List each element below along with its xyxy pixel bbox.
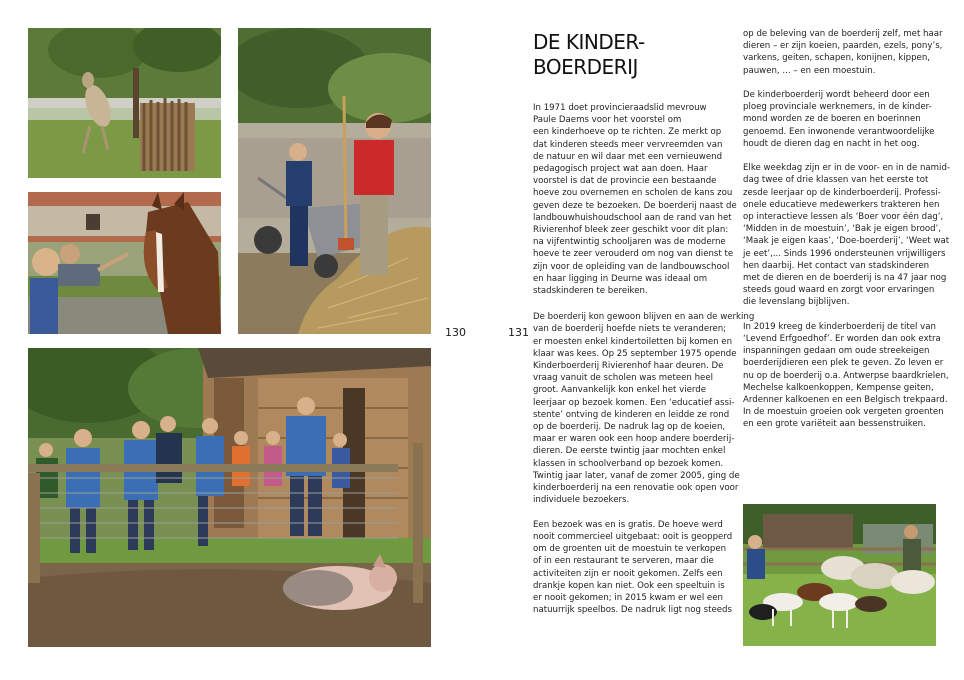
text-line: Mechelse kalkoenkoppen, Kempense geiten, (743, 382, 934, 393)
right-page-number: 131 (508, 326, 529, 339)
text-column-1 (533, 102, 755, 629)
text-line: ‘Maak je eigen kaas’, ‘Doe-boerderij’, ‘Weet wat (743, 236, 950, 247)
text-line: op interactieve lessen als ‘Boer voor één dag’, (743, 212, 944, 223)
text-line: stadskinderen te bereiken. (533, 286, 648, 297)
text-line: mond worden ze de boeren en boerinnen (743, 114, 921, 125)
text-line: en haar ligging in Deurne was ideaal om (533, 273, 708, 284)
text-line: maar er waren ook een hoop andere boerderij- (533, 434, 735, 445)
text-line: In 1971 doet provincieraadslid mevrouw (533, 103, 707, 113)
text-line: De boerderij kon gewoon blijven en aan de werking (533, 312, 755, 323)
text-line: In 2019 kreeg de kinderboerderij de titel van (743, 321, 936, 332)
text-line: op de beleving van de boerderij zelf, met haar (743, 29, 943, 39)
text-line: Twintig jaar later, vanaf de zomer 2005, ging de (533, 470, 740, 481)
text-line: activiteiten zijn er nooit gekomen. Zelfs een (533, 568, 723, 579)
photo-goat-rearing (28, 28, 221, 178)
text-line: ‘Midden in de moestuin’, ‘Bak je eigen brood’, (743, 224, 942, 235)
text-line: Ardenner kalkoenen en een Belgisch trekpaard. (743, 395, 948, 406)
text-line: Kinderboerderij Rivierenhof haar deuren. De (533, 361, 724, 372)
text-line: voorstel is dat de provincie een bestaande (533, 176, 717, 187)
text-line: onele educatieve medewerkers trakteren hen (743, 199, 940, 210)
text-line: inspanningen gedaan om oude streekeigen (743, 346, 930, 357)
text-line: varkens, geiten, schapen, konijnen, kippen, (743, 53, 931, 64)
text-line: genoemd. Een inwonende verantwoordelijke (743, 126, 935, 137)
text-line: kinderboerderij na een renovatie ook open voor (533, 483, 739, 494)
text-line: met de dieren en de boerderij is na 47 jaar nog (743, 273, 947, 284)
text-line: landbouwhuishoudschool aan de rand van het (533, 212, 732, 223)
text-line: Paule Daems voor het voorstel om (533, 115, 682, 126)
text-line: Elke weekdag zijn er in de voor- en in de namid- (743, 163, 951, 174)
text-line: vraag vanuit de scholen was meteen heel (533, 373, 713, 384)
text-line: Rivierenhof bleek zeer geschikt voor dit plan: (533, 225, 729, 236)
text-line: hoeve zou overnemen en scholen de kans zou (533, 188, 733, 199)
text-line: dieren – er zijn koeien, paarden, ezels, pony’s, (743, 41, 943, 52)
text-line: om de groenten uit de moestuin te verkopen (533, 544, 727, 555)
paragraph (743, 321, 949, 431)
text-line: steeds goud waard en zorgt voor ervaringen (743, 285, 935, 296)
text-line: ploeg provinciale werknemers, in de kinder- (743, 102, 932, 113)
photo-horse-children (28, 192, 221, 334)
text-line: Een bezoek was en is gratis. De hoeve werd (533, 519, 723, 530)
text-line: nooit commercieel uitgebaat: ooit is geopperd (533, 531, 733, 542)
text-line: pauwen, ... – en een moestuin. (743, 65, 876, 76)
paragraph (533, 102, 737, 297)
text-column-2 (743, 28, 951, 443)
text-line: nu op de boerderij o.a. Antwerpse baardkrielen, (743, 370, 949, 381)
paragraph (533, 519, 733, 617)
text-line: je eet’,... Sinds 1996 ondersteunen vrijwilligers (743, 248, 946, 259)
text-line: ‘Levend Erfgoedhof’. Er worden dan ook extra (743, 334, 941, 345)
text-line: houdt de dieren dag en nacht in het oog. (743, 138, 920, 149)
text-line: op de boerderij. De nadruk lag op de koeien, (533, 422, 726, 433)
text-line: De kinderboerderij wordt beheerd door een (743, 90, 930, 100)
text-line: individuele bezoekers. (533, 495, 630, 506)
paragraph (743, 28, 943, 77)
text-line: dieren. De eerste twintig jaar mochten enkel (533, 446, 726, 457)
text-line: natuurrijk speelbos. De nadruk ligt nog steeds (533, 605, 732, 616)
text-line: en een grote variëteit aan bessenstruiken. (743, 419, 926, 430)
text-line: stente’ ontving de kinderen en leidde ze rond (533, 409, 730, 420)
text-line: die levenslang bijblijven. (743, 297, 850, 308)
text-line: er moesten enkel kindertoiletten bij komen en (533, 336, 733, 347)
text-line: boerderijdieren een plek te geven. Zo leven er (743, 358, 944, 369)
text-line: hen daarbij. Het contact van stadskinderen (743, 260, 930, 271)
paragraph (743, 162, 951, 308)
text-line: van de boerderij hoefde niets te veranderen; (533, 324, 727, 335)
text-line: groot. Aanvankelijk kon enkel het vierde (533, 385, 707, 396)
text-line: pedagogisch project wat aan doen. Haar (533, 164, 708, 175)
text-line: dat kinderen steeds meer vervreemden van (533, 139, 723, 150)
photo-visitors-pig (28, 348, 431, 647)
text-line: geven deze te bezoeken. De boerderij naast de (533, 200, 737, 211)
text-line: klaar was kees. Op 25 september 1975 opende (533, 348, 737, 359)
paragraph (743, 89, 943, 150)
article-title: DE KINDER- BOERDERIJ (533, 30, 645, 79)
text-line: de natuur en wil daar met een vernieuwend (533, 151, 723, 162)
paragraph (533, 311, 755, 506)
text-line: leerjaar op bezoek komen. Een ‘educatief assi- (533, 397, 735, 408)
text-line: drankje kopen kan niet. Ook een speeltuin is (533, 580, 725, 591)
text-line: zijn voor de opleiding van de landbouwschool (533, 261, 730, 272)
photo-wheelbarrow-boy (238, 28, 431, 334)
text-line: dag twee of drie klassen van het eerste tot (743, 175, 929, 186)
text-line: zesde leerjaar op de kinderboerderij. Professi- (743, 187, 941, 198)
text-line: klassen in schoolverband op bezoek komen. (533, 458, 724, 469)
text-line: In de moestuin groeien ook vergeten groenten (743, 407, 944, 418)
left-page-number: 130 (445, 326, 466, 339)
text-line: een kinderhoeve op te richten. Ze merkt op (533, 127, 722, 138)
text-line: hoeve te zeer verouderd om nog van dienst te (533, 249, 734, 260)
text-line: na vijfentwintig schooljaren was de moderne (533, 237, 726, 248)
photo-children-goats-sheep (743, 504, 936, 646)
text-line: er nooit gekomen; in 2015 kwam er wel een (533, 592, 723, 603)
text-line: of in een restaurant te serveren, maar die (533, 556, 714, 567)
